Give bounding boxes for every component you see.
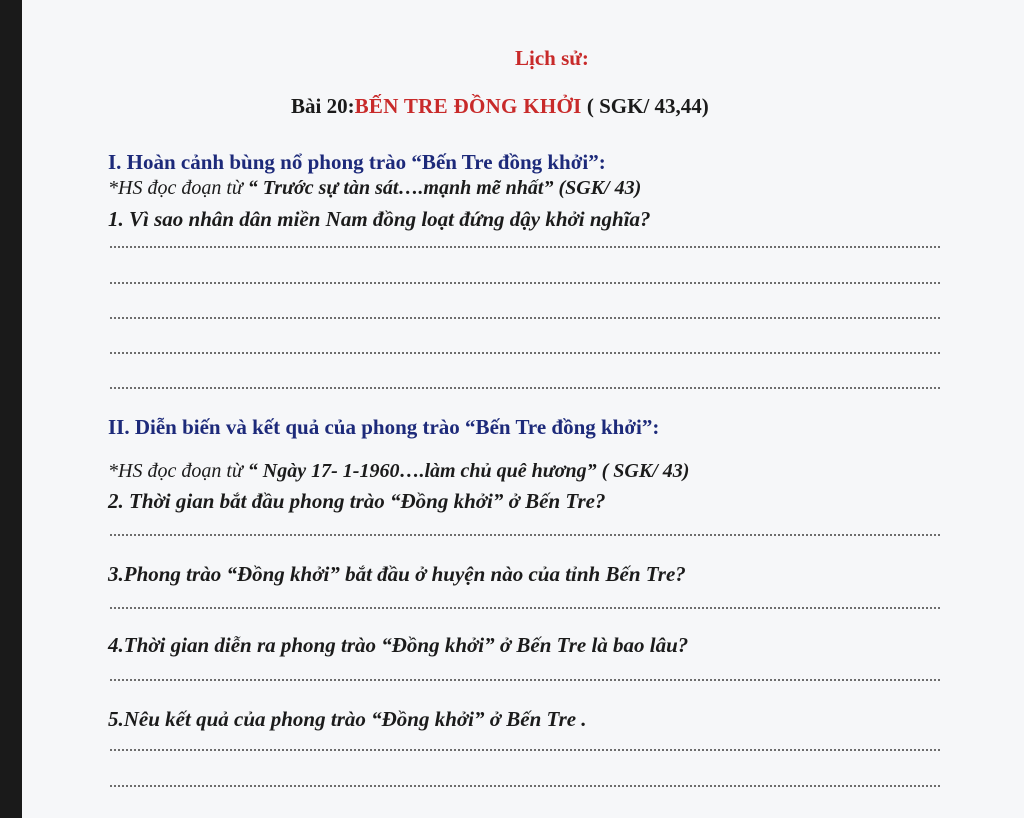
reading-quote: “ Trước sự tàn sát….mạnh mẽ nhất” (SGK/ 43) — [247, 177, 642, 199]
section-1-heading: I. Hoàn cảnh bùng nổ phong trào “Bến Tre đồng khởi”: — [108, 150, 606, 174]
answer-line-2[interactable] — [110, 534, 940, 536]
question-3: 3.Phong trào “Đồng khởi” bắt đầu ở huyện nào của tỉnh Bến Tre? — [108, 562, 686, 586]
section-2-reading-instruction — [108, 460, 689, 483]
answer-line-3[interactable] — [110, 607, 940, 609]
answer-line-1c[interactable] — [110, 317, 940, 319]
subject-title: Lịch sử: — [515, 46, 589, 70]
worksheet-page — [22, 0, 1024, 818]
answer-line-5b[interactable] — [110, 785, 940, 787]
question-2: 2. Thời gian bắt đầu phong trào “Đồng khởi” ở Bến Tre? — [108, 489, 606, 513]
reading-prefix: *HS đọc đoạn từ — [108, 177, 248, 199]
answer-line-1a[interactable] — [110, 246, 940, 248]
lesson-title: BẾN TRE ĐỒNG KHỞI — [354, 94, 582, 118]
reading-quote: “ Ngày 17- 1-1960….làm chủ quê hương” ( SGK/ 43) — [247, 460, 690, 482]
question-4: 4.Thời gian diễn ra phong trào “Đồng khởi” ở Bến Tre là bao lâu? — [108, 633, 689, 657]
section-2-heading: II. Diễn biến và kết quả của phong trào “Bến Tre đồng khởi”: — [108, 415, 660, 439]
answer-line-1b[interactable] — [110, 282, 940, 284]
question-1: 1. Vì sao nhân dân miền Nam đồng loạt đứng dậy khởi nghĩa? — [108, 207, 651, 231]
lesson-heading — [291, 94, 709, 119]
reading-prefix: *HS đọc đoạn từ — [108, 460, 248, 482]
lesson-prefix: Bài 20: — [291, 94, 355, 118]
question-5: 5.Nêu kết quả của phong trào “Đồng khởi” ở Bến Tre . — [108, 707, 587, 731]
answer-line-1e[interactable] — [110, 387, 940, 389]
answer-line-1d[interactable] — [110, 352, 940, 354]
lesson-reference: ( SGK/ 43,44) — [581, 94, 709, 118]
section-1-reading-instruction — [108, 177, 641, 200]
answer-line-4[interactable] — [110, 679, 940, 681]
answer-line-5a[interactable] — [110, 749, 940, 751]
